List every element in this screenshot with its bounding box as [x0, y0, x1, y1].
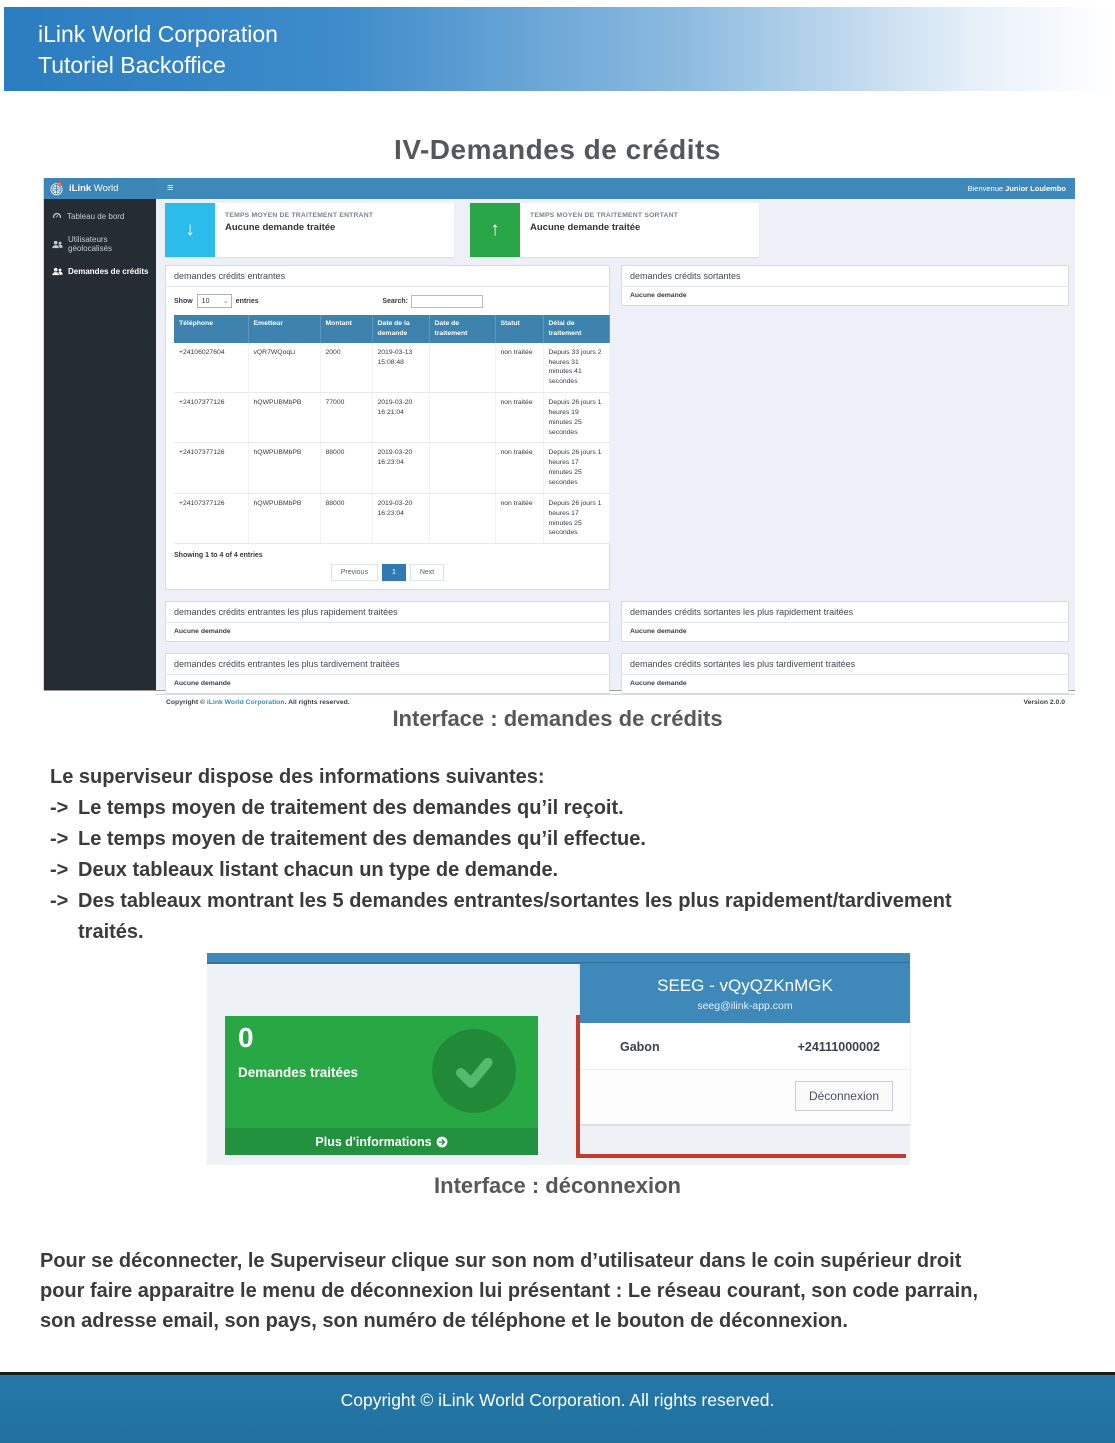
- panel-demandes-sortantes: [621, 265, 1069, 306]
- dropdown-body: [580, 1023, 910, 1069]
- dropdown-header: [580, 963, 910, 1023]
- caption-deconnexion: Interface : déconnexion: [434, 1173, 681, 1198]
- arrow-down-icon: ↓: [165, 203, 215, 257]
- next-page-button[interactable]: Next: [410, 564, 444, 581]
- show-entries-select[interactable]: 10 ⌄: [197, 294, 232, 308]
- panel-sortantes-tardivement: [621, 653, 1069, 694]
- dashboard-navbar: [44, 178, 1075, 199]
- stat-box-sortant: [470, 203, 759, 257]
- logout-paragraph: Pour se déconnecter, le Superviseur clique sur son nom d’utilisateur dans le coin supérieur droit pour faire apparaitre le menu de déconnexion lui présentant : Le réseau courant, son code parrain, son adresse email, son pays, son numéro de téléphone et le bouton de déconnexion.: [40, 1250, 979, 1332]
- brand[interactable]: [44, 178, 156, 199]
- stat-value: Aucune demande traitée: [530, 222, 641, 233]
- treated-label: Demandes traitées: [238, 1064, 359, 1080]
- document-header: [4, 7, 1115, 91]
- dashboard-screenshot: [44, 178, 1075, 707]
- table-row: +24107377126 hQWPUBMbPB 88000 2019-03-20 16:23:04 non traitée Depuis 26 jours 1 heures 17 minutes 25 secondes: [174, 443, 609, 493]
- hamburger-menu-icon[interactable]: ≡: [167, 182, 174, 194]
- column-header[interactable]: Montant: [320, 315, 372, 343]
- users-icon: [52, 240, 63, 249]
- page-footer-text: Copyright © iLink World Corporation. All rights reserved.: [340, 1390, 775, 1410]
- page-1-button[interactable]: 1: [382, 564, 406, 581]
- header-line2: Tutoriel Backoffice: [38, 52, 226, 78]
- user-menu[interactable]: Bienvenue Junior Loulembo: [967, 184, 1066, 193]
- demandes-entrantes-table: [174, 315, 610, 544]
- arrow-circle-right-icon: [436, 1136, 448, 1148]
- more-info-link[interactable]: Plus d'informations: [225, 1128, 538, 1155]
- panel-entrantes-tardivement: [165, 653, 610, 694]
- empty-state: Aucune demande: [174, 628, 231, 636]
- empty-state: Aucune demande: [630, 292, 687, 299]
- bullet-item: -> Deux tableaux listant chacun un type de demande.: [50, 855, 985, 886]
- dashboard-gauge-icon: [52, 211, 62, 221]
- stat-value: Aucune demande traitée: [225, 222, 336, 233]
- network-and-code: SEEG - vQyQZKnMGK: [657, 976, 833, 995]
- table-row: +24107377126 hQWPUBMbPB 77000 2019-03-20 16:21:04 non traitée Depuis 26 jours 1 heures 19 minutes 25 secondes: [174, 393, 609, 443]
- logout-button[interactable]: Déconnexion: [795, 1081, 893, 1111]
- stat-box-entrant: [165, 203, 454, 257]
- bullet-arrow: ->: [50, 859, 69, 881]
- previous-page-button[interactable]: Previous: [331, 564, 378, 581]
- column-header[interactable]: Statut: [495, 315, 543, 343]
- table-row: +24107377126 hQWPUBMbPB 88000 2019-03-20 16:23:04 non traitée Depuis 26 jours 1 heures 17 minutes 25 secondes: [174, 493, 609, 543]
- table-header-row: [174, 315, 609, 343]
- column-header[interactable]: Emetteur: [248, 315, 320, 343]
- check-circle-icon: [432, 1029, 516, 1113]
- sidebar: [44, 199, 156, 690]
- empty-state: Aucune demande: [174, 680, 231, 688]
- panel-title: demandes crédits entrantes les plus rapidement traitées: [166, 602, 609, 623]
- panel-sortantes-rapidement: [621, 601, 1069, 642]
- sidebar-item-tableau-de-bord[interactable]: Tableau de bord: [44, 204, 156, 228]
- search-control: [382, 295, 483, 308]
- table-row: +24106027604 vQR7WQoqLi 2000 2019-03-13 15:08:48 non traitée Depuis 33 jours 2 heures 31 minutes 41 secondes: [174, 343, 609, 393]
- search-label: Search:: [382, 297, 408, 305]
- stat-title: TEMPS MOYEN DE TRAITEMENT ENTRANT: [225, 212, 374, 219]
- show-entries-control: Show 10 ⌄ entries: [174, 294, 259, 308]
- demandes-traitees-card: [225, 1016, 538, 1155]
- pagination: [166, 564, 609, 581]
- column-header[interactable]: Date de la demande: [372, 315, 429, 343]
- ilink-globe-logo-icon: [49, 181, 64, 196]
- brand-name: iLink World: [69, 183, 119, 194]
- empty-state: Aucune demande: [630, 680, 687, 688]
- caption-demandes-credits: Interface : demandes de crédits: [392, 706, 723, 731]
- sidebar-item-utilisateurs-geolocalises[interactable]: Utilisateurs géolocalisés: [44, 228, 156, 260]
- arrow-up-icon: ↑: [470, 203, 520, 257]
- dashboard-main: [156, 199, 1075, 707]
- bullet-item: -> Des tableaux montrant les 5 demandes entrantes/sortantes les plus rapidement/tardivement traités.: [50, 886, 985, 948]
- bullet-arrow: ->: [50, 890, 69, 912]
- panel-title: demandes crédits sortantes: [622, 266, 1068, 287]
- user-country: Gabon: [620, 1040, 660, 1054]
- column-header[interactable]: Téléphone: [174, 315, 248, 343]
- panel-title: demandes crédits sortantes les plus tardivement traitées: [622, 654, 1068, 675]
- column-header[interactable]: Délai de traitement: [543, 315, 609, 343]
- logout-screenshot: [207, 953, 910, 1165]
- user-phone: +24111000002: [797, 1040, 880, 1054]
- bullet-item: -> Le temps moyen de traitement des demandes qu’il reçoit.: [50, 793, 985, 824]
- bullet-item: -> Le temps moyen de traitement des demandes qu’il effectue.: [50, 824, 985, 855]
- user-dropdown-menu: [580, 963, 910, 1124]
- copyright-text: Copyright © iLink World Corporation. All rights reserved.: [166, 699, 350, 707]
- info-text-block: [50, 762, 985, 948]
- stat-title: TEMPS MOYEN DE TRAITEMENT SORTANT: [530, 212, 679, 219]
- bullet-arrow: ->: [50, 797, 69, 819]
- user-email: seeg@ilink-app.com: [697, 1000, 793, 1012]
- treated-count: 0: [238, 1022, 254, 1053]
- search-input[interactable]: [411, 295, 483, 308]
- section-title: IV-Demandes de crédits: [394, 134, 721, 165]
- panel-demandes-entrantes: [165, 265, 610, 590]
- ilink-corporation-link[interactable]: iLink World Corporation: [206, 699, 285, 707]
- version-label: Version 2.0.0: [1023, 699, 1065, 707]
- dropdown-footer: [580, 1069, 910, 1124]
- chevron-down-icon: ⌄: [222, 297, 229, 305]
- column-header[interactable]: Date de traitement: [429, 315, 495, 343]
- sidebar-item-demandes-de-credits[interactable]: Demandes de crédits: [44, 260, 156, 283]
- bullet-arrow: ->: [50, 828, 69, 850]
- user-name: Junior Loulembo: [1005, 184, 1066, 193]
- panel-entrantes-rapidement: [165, 601, 610, 642]
- panel-title: demandes crédits sortantes les plus rapidement traitées: [622, 602, 1068, 623]
- users-icon: [52, 267, 63, 276]
- panel-title: demandes crédits entrantes: [166, 266, 609, 287]
- panel-title: demandes crédits entrantes les plus tardivement traitées: [166, 654, 609, 675]
- showing-entries-status: Showing 1 to 4 of 4 entries: [174, 552, 263, 560]
- page-footer: [0, 1372, 1115, 1443]
- info-intro: Le superviseur dispose des informations suivantes:: [50, 766, 545, 788]
- header-line1: iLink World Corporation: [38, 21, 278, 47]
- empty-state: Aucune demande: [630, 628, 687, 636]
